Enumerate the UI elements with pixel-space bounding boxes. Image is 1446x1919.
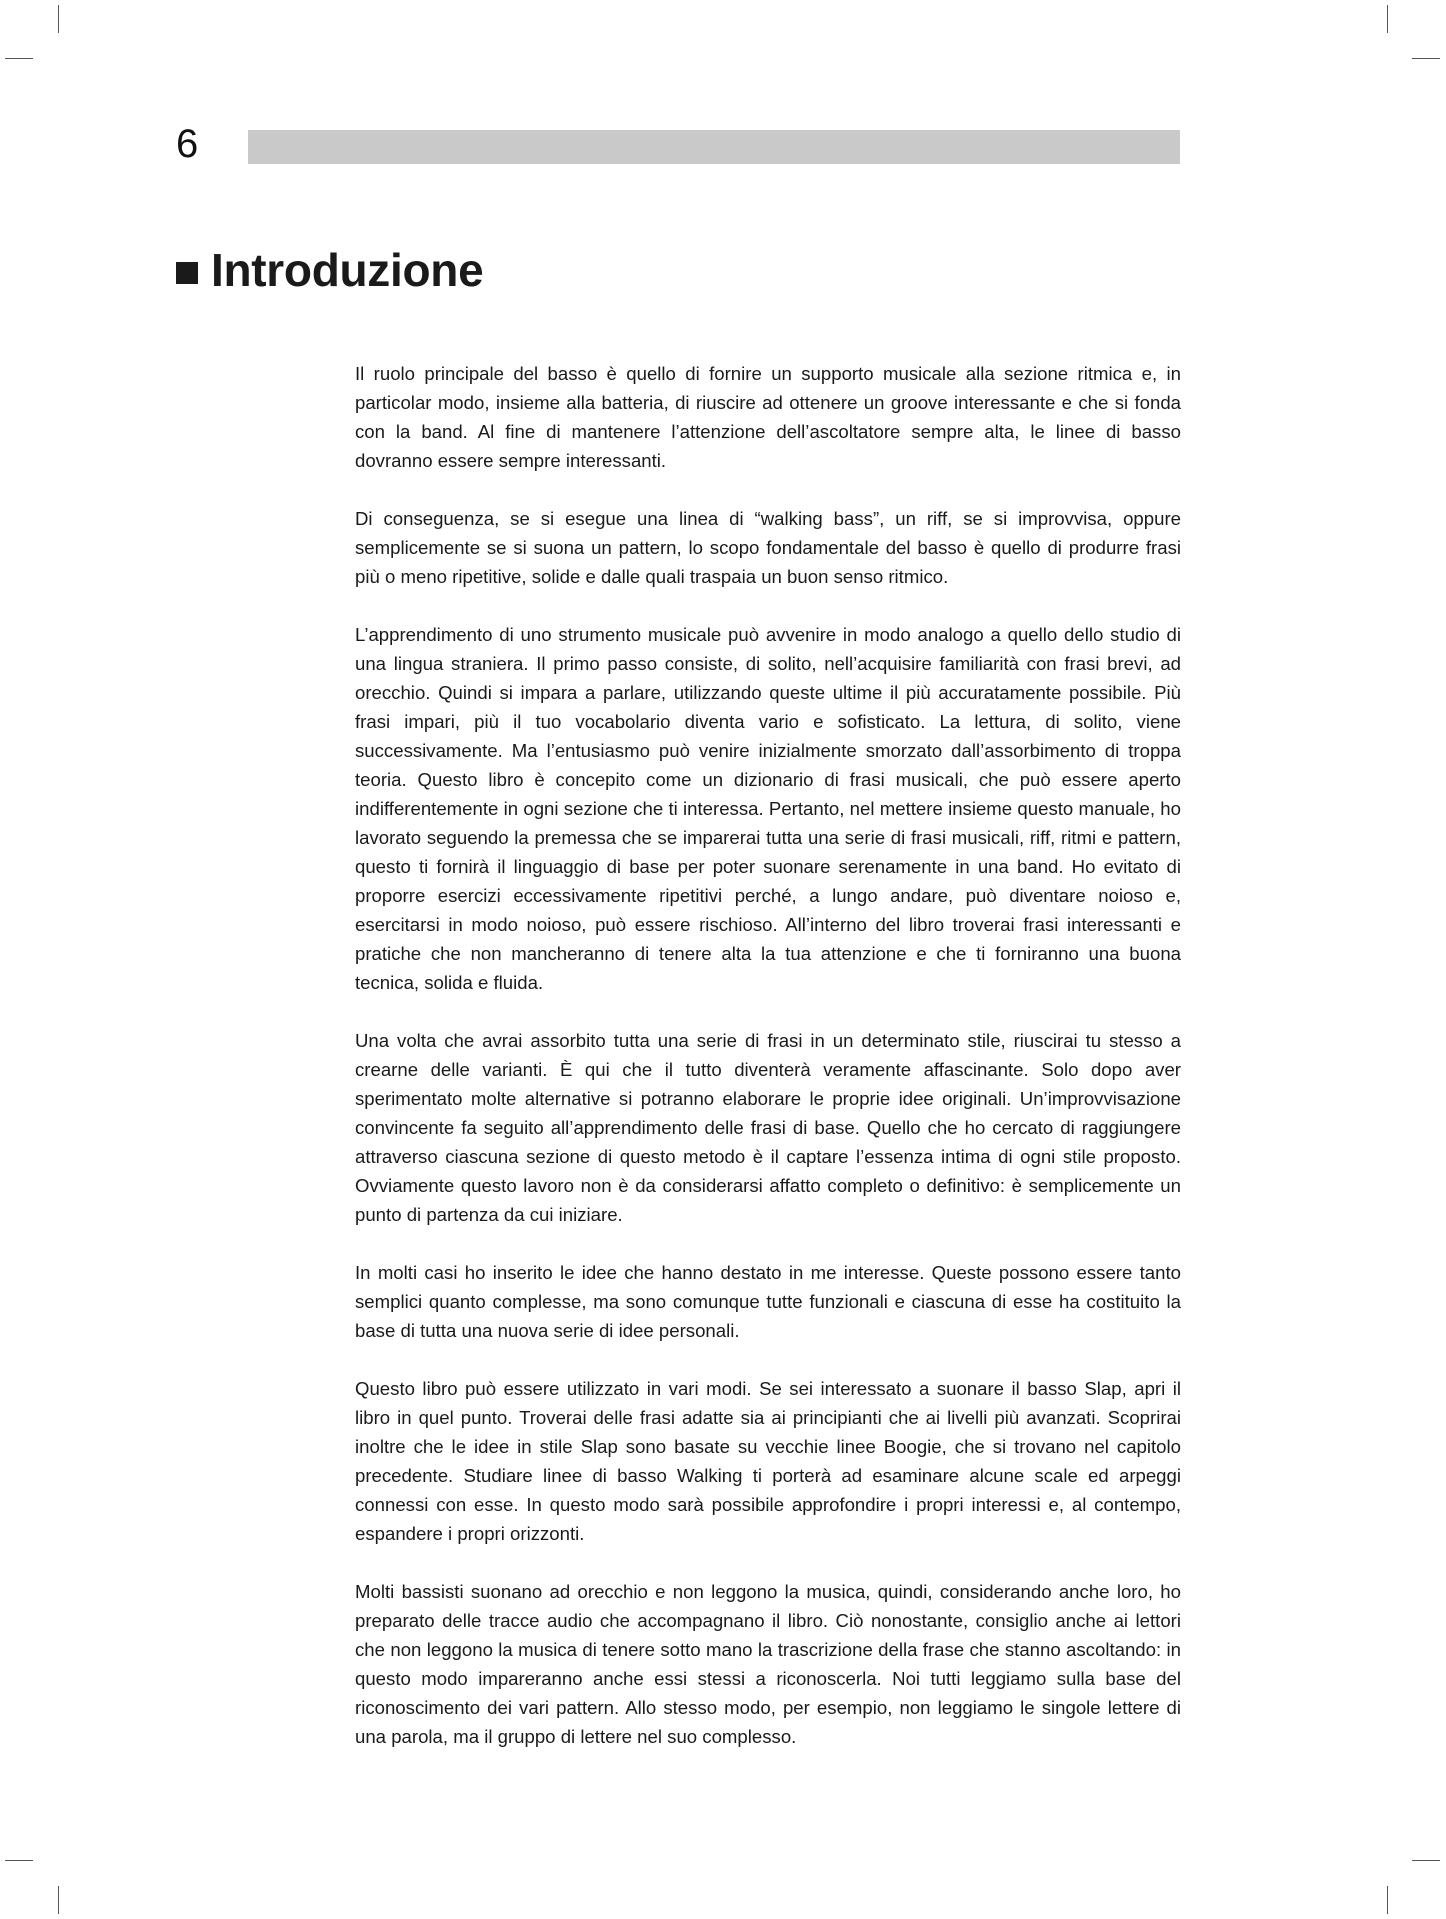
header-bar [248,130,1180,164]
crop-mark-top-right [1387,5,1388,33]
paragraph: Questo libro può essere utilizzato in vari modi. Se sei interessato a suonare il basso Slap, apri il libro in quel punto. Troverai delle frasi adatte sia ai principianti che ai livelli più avanzati. Scoprirai inoltre che le idee in stile Slap sono basate su vecchie linee Boogie, che si trovano nel capitolo precedente. Studiare linee di basso Walking ti porterà ad esaminare alcune scale ed arpeggi connessi con esse. In questo modo sarà possibile approfondire i propri interessi e, al contempo, espandere i propri orizzonti. [355,1378,1181,1544]
paragraph: Molti bassisti suonano ad orecchio e non leggono la musica, quindi, considerando anche loro, ho preparato delle tracce audio che accompagnano il libro. Ciò nonostante, consiglio anche ai lettori che non leggono la musica di tenere sotto mano la trascrizione della frase che stanno ascoltando: in questo modo impareranno anche essi stessi a riconoscerla. Noi tutti leggiamo sulla base del riconoscimento dei vari pattern. Allo stesso modo, per esempio, non leggiamo le singole lettere di una parola, ma il gruppo di lettere nel suo complesso. [355,1581,1181,1747]
crop-mark-bottom-right [1387,1886,1388,1914]
crop-mark-top-right-horizontal [1412,58,1440,59]
page-number: 6 [176,122,199,166]
paragraph: L’apprendimento di uno strumento musicale può avvenire in modo analogo a quello dello studio di una lingua straniera. Il primo passo consiste, di solito, nell’acquisire familiarità con frasi brevi, ad orecchio. Quindi si impara a parlare, utilizzando queste ultime il più accuratamente possibile. Più frasi impari, più il tuo vocabolario diventa vario e sofisticato. La lettura, di solito, viene successivamente. Ma l’entusiasmo può venire inizialmente smorzato dall’assorbimento di troppa teoria. Questo libro è concepito come un dizionario di frasi musicali, che può essere aperto indifferentemente in ogni sezione che ti interessa. Pertanto, nel mettere insieme questo manuale, ho lavorato seguendo la premessa che se imparerai tutta una serie di frasi musicali, riff, ritmi e pattern, questo ti fornirà il linguaggio di base per poter suonare serenamente in una band. Ho evitato di proporre esercizi eccessivamente ripetitivi perché, a lungo andare, può diventare noioso e, esercitarsi in modo noioso, può essere rischioso. All’interno del libro troverai frasi interessanti e pratiche che non mancheranno di tenere alta la tua attenzione e che ti forniranno una buona tecnica, solida e fluida. [355,624,1181,993]
crop-mark-bottom-right-horizontal [1412,1860,1440,1861]
paragraph: Il ruolo principale del basso è quello di fornire un supporto musicale alla sezione ritmica e, in particolar modo, insieme alla batteria, di riuscire ad ottenere un groove interessante e che si fonda con la band. Al fine di mantenere l’attenzione dell’ascoltatore sempre alta, le linee di basso dovranno essere sempre interessanti. [355,363,1181,471]
paragraph: In molti casi ho inserito le idee che hanno destato in me interesse. Queste possono essere tanto semplici quanto complesse, ma sono comunque tutte funzionali e ciascuna di esse ha costituito la base di tutta una nuova serie di idee personali. [355,1262,1181,1341]
crop-mark-bottom-left-horizontal [5,1860,33,1861]
crop-mark-bottom-left [58,1886,59,1914]
body-text [355,359,1181,1780]
chapter-heading [176,240,483,300]
paragraph: Di conseguenza, se si esegue una linea di “walking bass”, un riff, se si improvvisa, oppure semplicemente se si suona un pattern, lo scopo fondamentale del basso è quello di produrre frasi più o meno ripetitive, solide e dalle quali traspaia un buon senso ritmico. [355,508,1181,587]
crop-mark-top-left-horizontal [5,58,33,59]
square-bullet-icon [176,262,198,284]
crop-mark-top-left [58,5,59,33]
chapter-title: Introduzione [211,244,484,296]
paragraph: Una volta che avrai assorbito tutta una serie di frasi in un determinato stile, riuscirai tu stesso a crearne delle varianti. È qui che il tutto diventerà veramente affascinante. Solo dopo aver sperimentato molte alternative si potranno elaborare le proprie idee originali. Un’improvvisazione convincente fa seguito all’apprendimento delle frasi di base. Quello che ho cercato di raggiungere attraverso ciascuna sezione di questo metodo è il captare l’essenza intima di ogni stile proposto. Ovviamente questo lavoro non è da considerarsi affatto completo o definitivo: è semplicemente un punto di partenza da cui iniziare. [355,1030,1181,1225]
